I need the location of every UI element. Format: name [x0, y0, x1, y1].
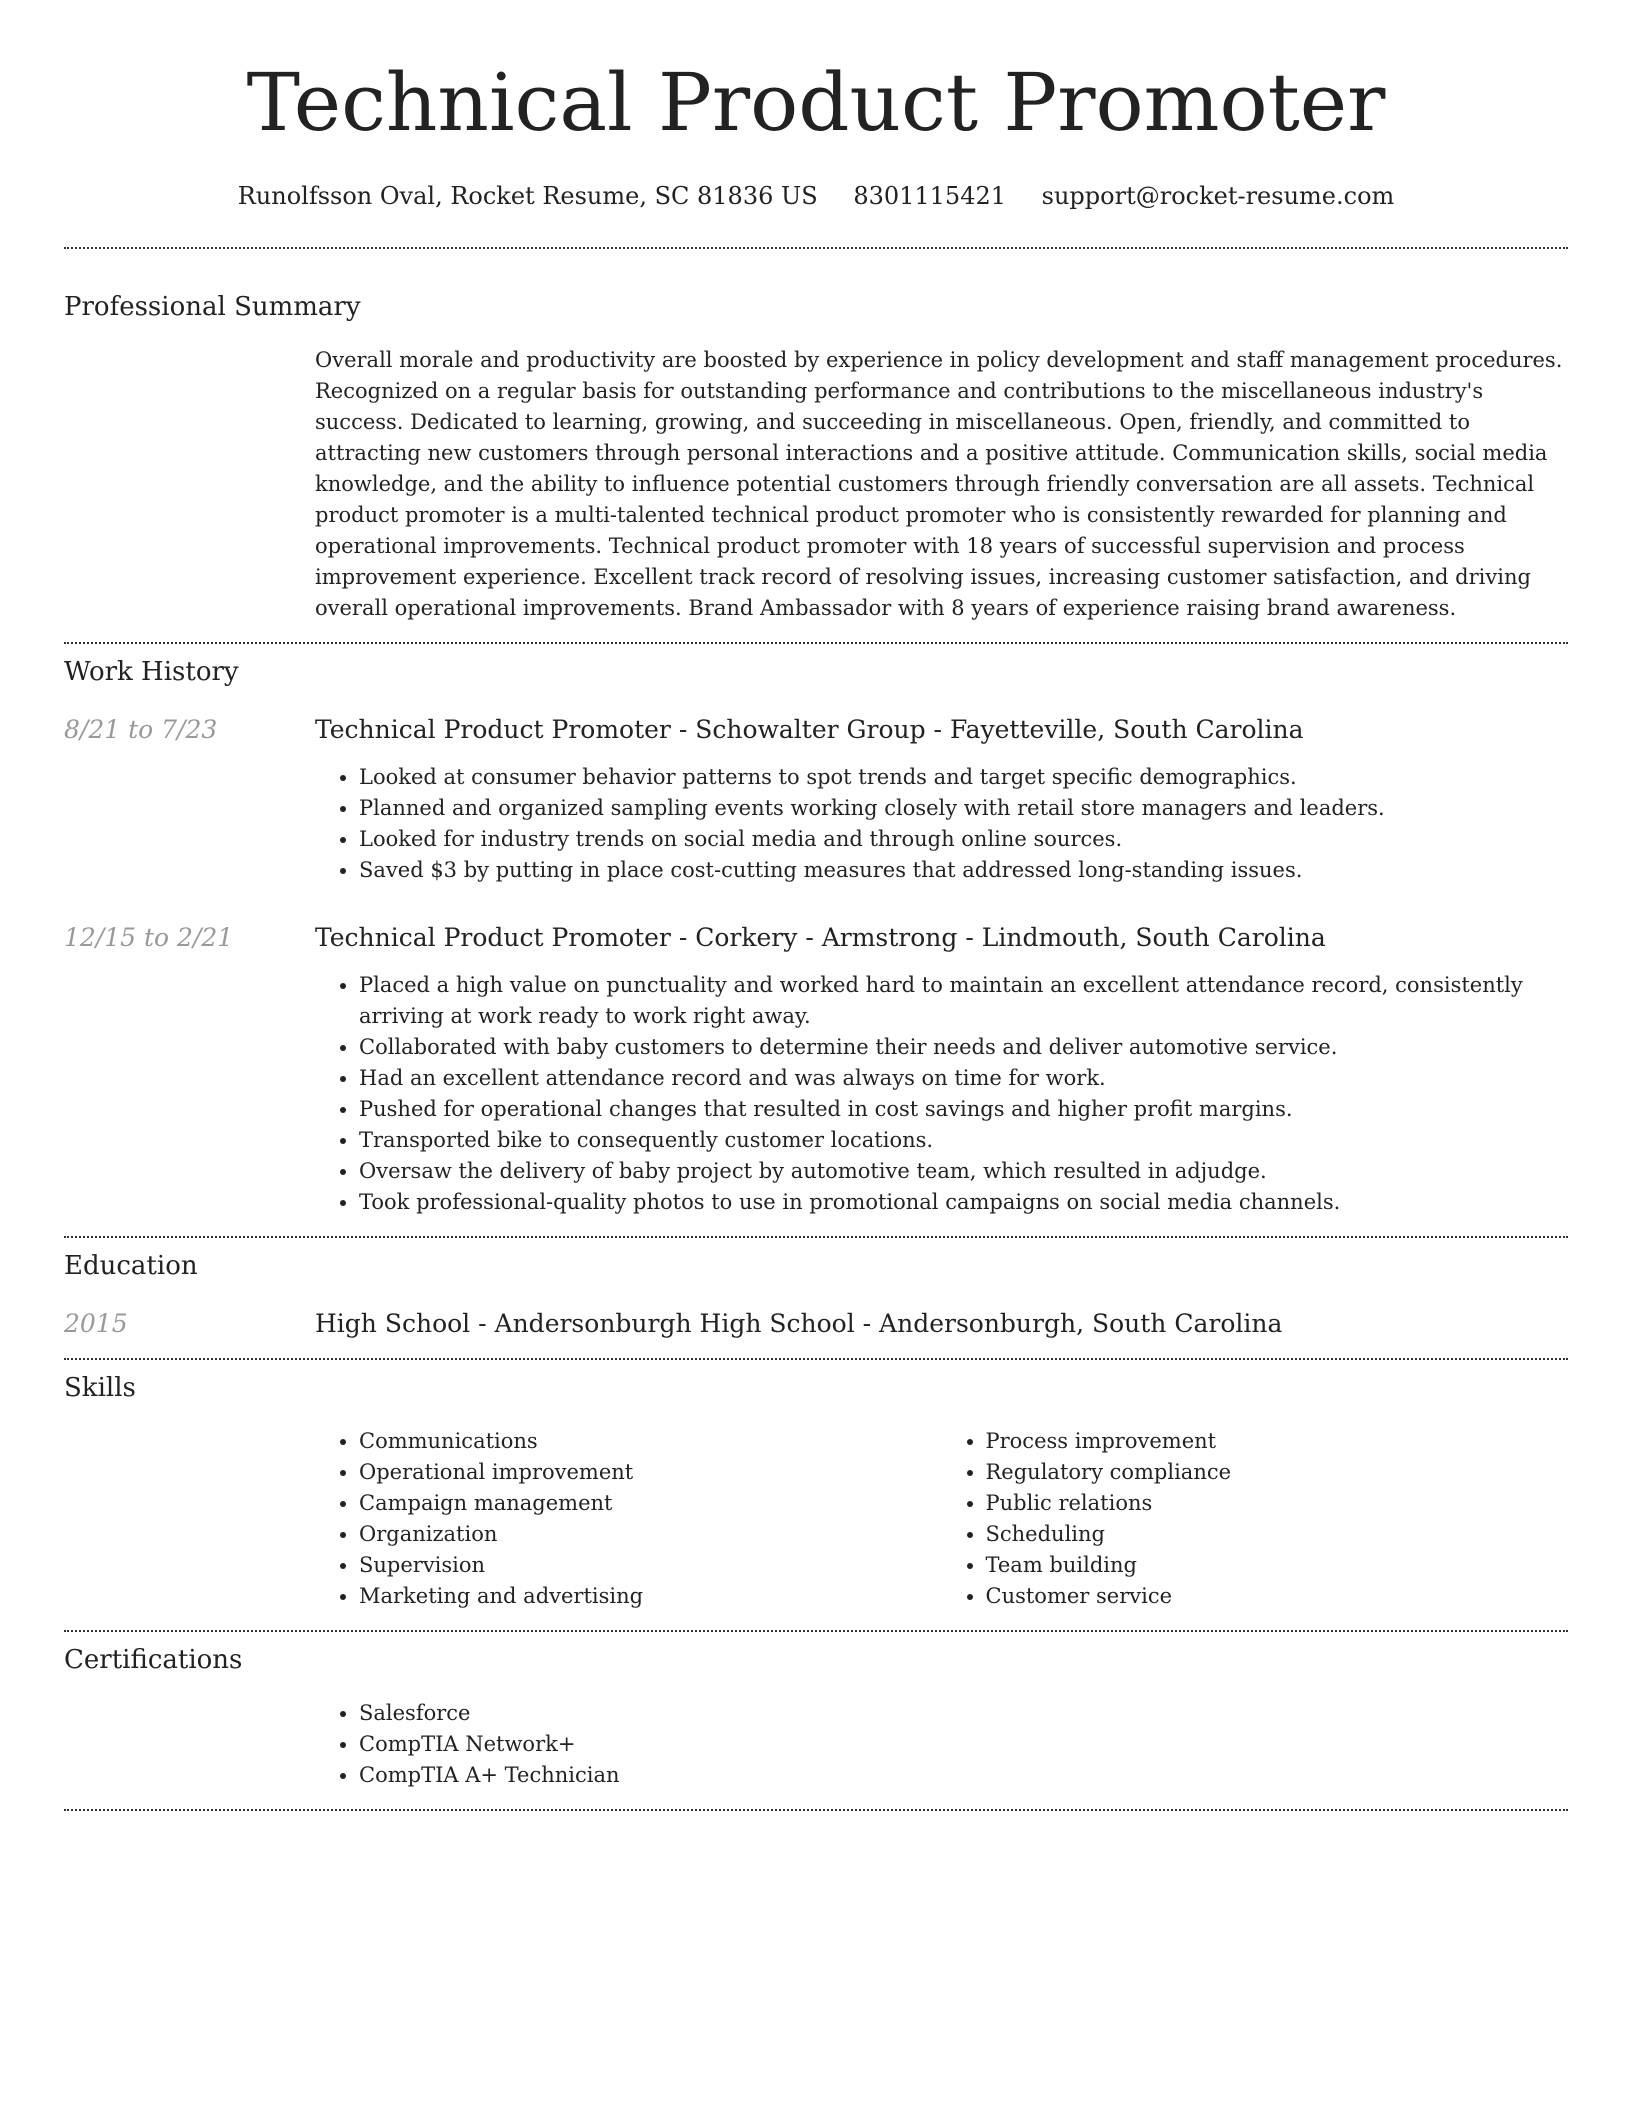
list-item: • Looked for industry trends on social media and through online sources.	[359, 824, 1568, 855]
list-item: • Looked at consumer behavior patterns to spot trends and target specific demographics.	[359, 762, 1568, 793]
contact-phone: 8301115421	[853, 182, 1007, 210]
list-item: • Communications	[359, 1426, 942, 1457]
list-item: • Supervision	[359, 1550, 942, 1581]
list-item: • Pushed for operational changes that resulted in cost savings and higher profit margins.	[359, 1094, 1568, 1125]
list-item: • Organization	[359, 1519, 942, 1550]
divider	[64, 642, 1568, 644]
job-company: Schowalter Group - Fayetteville, South Carolina	[695, 715, 1304, 744]
certifications-heading: Certifications	[64, 1645, 243, 1675]
list-item: • CompTIA Network+	[359, 1729, 1568, 1760]
list-item: • Collaborated with baby customers to determine their needs and deliver automotive service.	[359, 1032, 1568, 1063]
list-item: • Transported bike to consequently customer locations.	[359, 1125, 1568, 1156]
education-section	[64, 1250, 1568, 1340]
list-item: • Scheduling	[986, 1519, 1569, 1550]
certifications-section	[64, 1644, 1568, 1791]
skills-heading: Skills	[64, 1373, 136, 1403]
education-heading: Education	[64, 1251, 198, 1281]
job-title: Technical Product Promoter	[315, 715, 671, 744]
job-dates: 8/21 to 7/23	[64, 715, 218, 744]
skills-column-right	[942, 1426, 1569, 1612]
list-item: • Took professional-quality photos to use in promotional campaigns on social media channels.	[359, 1187, 1568, 1218]
summary-heading: Professional Summary	[64, 292, 361, 322]
contact-email: support@rocket-resume.com	[1041, 182, 1395, 210]
list-item: • Salesforce	[359, 1698, 1568, 1729]
certifications-list	[315, 1698, 1568, 1791]
job-dates: 12/15 to 2/21	[64, 923, 234, 952]
job-entry	[64, 714, 1568, 886]
skills-section	[64, 1372, 1568, 1612]
list-item: • Team building	[986, 1550, 1569, 1581]
work-heading: Work History	[64, 657, 239, 687]
resume-name: Technical Product Promoter	[246, 56, 1386, 149]
list-item: • Regulatory compliance	[986, 1457, 1569, 1488]
list-item: • Planned and organized sampling events working closely with retail store managers and leaders.	[359, 793, 1568, 824]
work-section	[64, 656, 1568, 1218]
education-school: Andersonburgh High School - Andersonburgh, South Carolina	[494, 1309, 1283, 1338]
job-bullets	[315, 762, 1568, 886]
job-heading: Technical Product Promoter - Corkery - Armstrong - Lindmouth, South Carolina • Placed a high value on punctuality and worked hard to maintain an excellent attendance record, consistently arriving at work ready to work right away. • Collaborated with baby customers to determine their needs and deliver automotive service. • Had an excellent attendance record and was always on time for work. • Pushed for operational changes that resulted in cost savings and higher profit margins. • Transported bike to consequently customer locations. • Oversaw the delivery of baby project by automotive team, which resulted in adjudge. • Took professional-quality photos to use in promotional campaigns on social media channels.	[315, 922, 1568, 1218]
contact-line	[64, 181, 1568, 211]
summary-section	[64, 291, 1568, 624]
education-year: 2015	[64, 1309, 128, 1338]
divider	[64, 1358, 1568, 1360]
divider	[64, 247, 1568, 249]
skills-column-left	[315, 1426, 942, 1612]
list-item: • Campaign management	[359, 1488, 942, 1519]
list-item: • Customer service	[986, 1581, 1569, 1612]
list-item: • Saved $3 by putting in place cost-cutting measures that addressed long-standing issues.	[359, 855, 1568, 886]
divider	[64, 1236, 1568, 1238]
job-company: Corkery - Armstrong - Lindmouth, South Carolina	[695, 923, 1326, 952]
contact-address: Runolfsson Oval, Rocket Resume, SC 81836 US	[237, 182, 818, 210]
list-item: • Process improvement	[986, 1426, 1569, 1457]
job-bullets	[315, 970, 1568, 1218]
list-item: • Operational improvement	[359, 1457, 942, 1488]
skills-list	[315, 1426, 1568, 1612]
list-item: • Placed a high value on punctuality and worked hard to maintain an excellent attendance record, consistently arriving at work ready to work right away.	[359, 970, 1568, 1032]
education-degree: High School	[315, 1309, 471, 1338]
summary-text: Overall morale and productivity are boosted by experience in policy development and staff management procedures. Recognized on a regular basis for outstanding performance and contributions to the miscellaneous industry's success. Dedicated to learning, growing, and succeeding in miscellaneous. Open, friendly, and committed to attracting new customers through personal interactions and a positive attitude. Communication skills, social media knowledge, and the ability to influence potential customers through friendly conversation are all assets. Technical product promoter is a multi-talented technical product promoter who is consistently rewarded for planning and operational improvements. Technical product promoter with 18 years of successful supervision and process improvement experience. Excellent track record of resolving issues, increasing customer satisfaction, and driving overall operational improvements. Brand Ambassador with 8 years of experience raising brand awareness.	[315, 348, 1563, 620]
list-item: • CompTIA A+ Technician	[359, 1760, 1568, 1791]
divider	[64, 1809, 1568, 1811]
job-title: Technical Product Promoter	[315, 923, 671, 952]
list-item: • Oversaw the delivery of baby project by automotive team, which resulted in adjudge.	[359, 1156, 1568, 1187]
list-item: • Public relations	[986, 1488, 1569, 1519]
job-heading: Technical Product Promoter - Schowalter Group - Fayetteville, South Carolina • Looked at consumer behavior patterns to spot trends and target specific demographics. • Planned and organized sampling events working closely with retail store managers and leaders. • Looked for industry trends on social media and through online sources. • Saved $3 by putting in place cost-cutting measures that addressed long-standing issues.	[315, 714, 1568, 886]
job-entry	[64, 922, 1568, 1218]
list-item: • Marketing and advertising	[359, 1581, 942, 1612]
resume-page	[64, 0, 1568, 1811]
education-entry: 2015 High School - Andersonburgh High School - Andersonburgh, South Carolina	[64, 1309, 1283, 1338]
divider	[64, 1630, 1568, 1632]
list-item: • Had an excellent attendance record and was always on time for work.	[359, 1063, 1568, 1094]
